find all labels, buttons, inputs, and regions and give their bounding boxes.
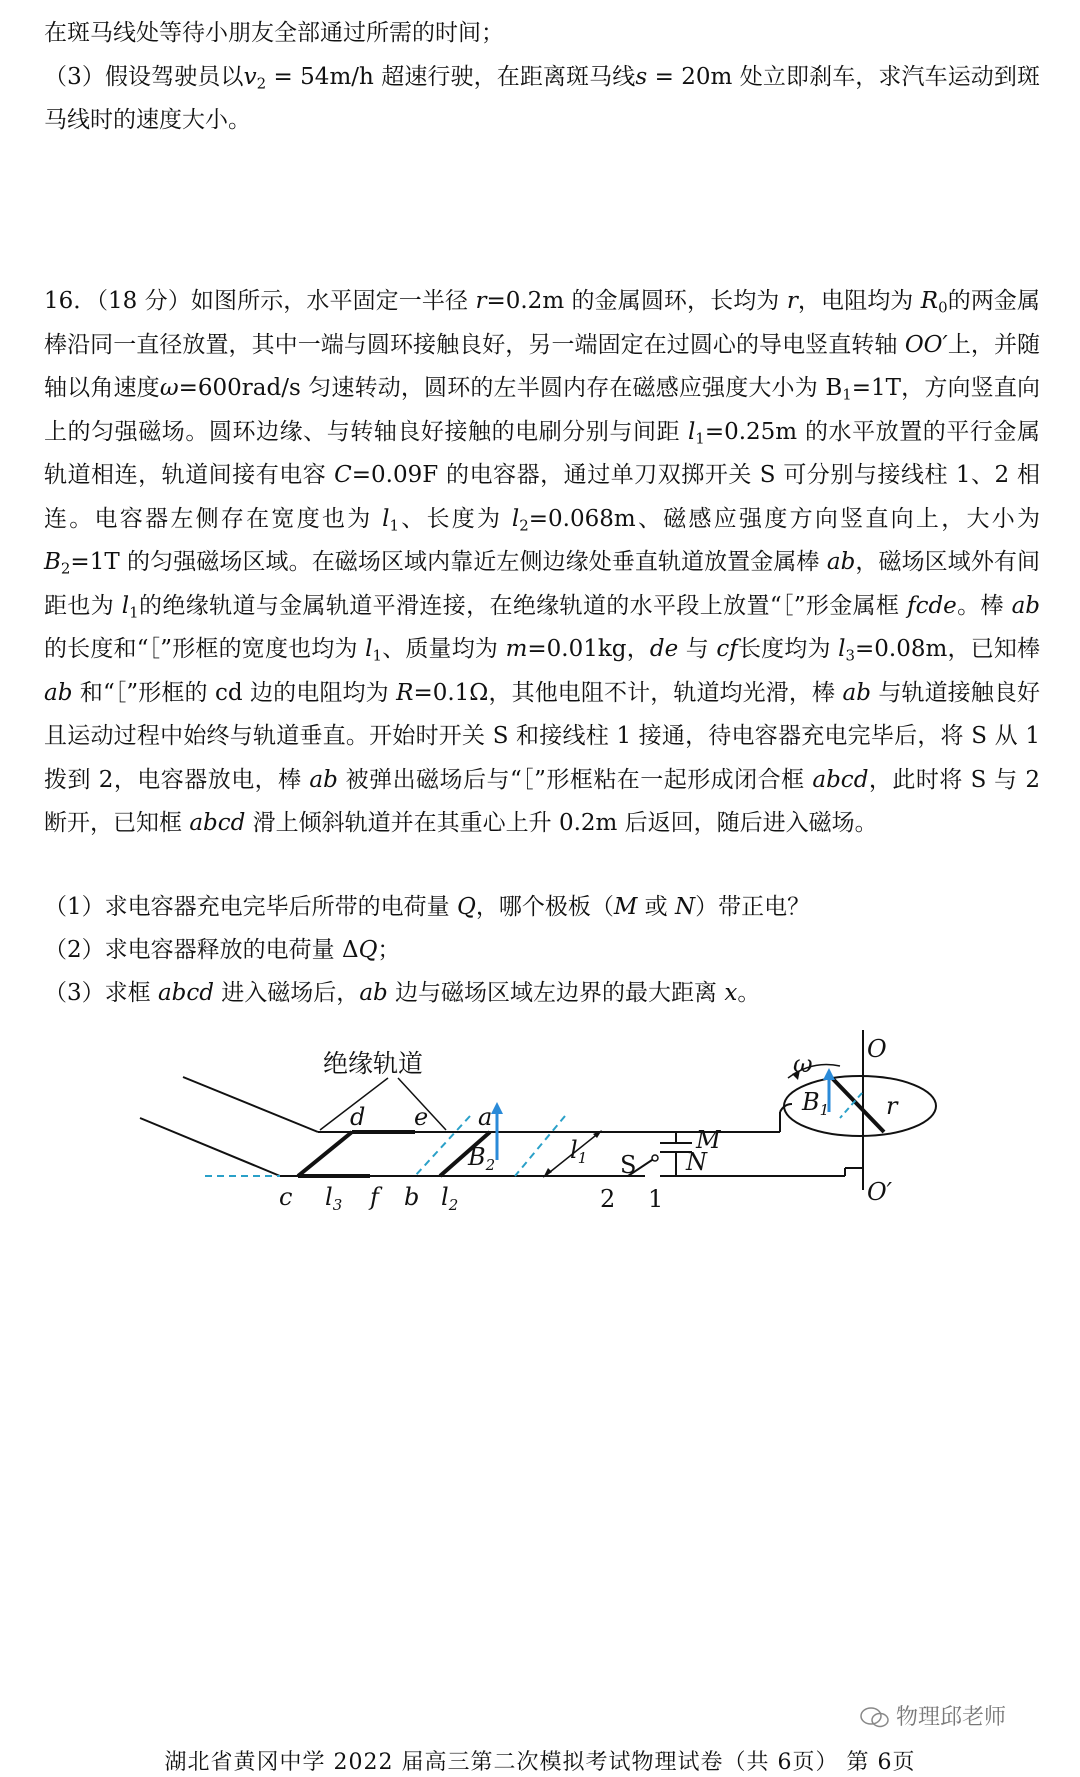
previous-question-tail: 在斑马线处等待小朋友全部通过所需的时间； （3）假设驾驶员以$v_2 = 54m/h$ 超速行驶，在距离斑马线s = 20m 处立即刹车，求汽车运动到斑马线时的速度大小。 — [44, 20, 1041, 133]
upper-wire — [780, 1104, 792, 1112]
label-N: N — [686, 1148, 707, 1176]
label-f: f — [370, 1183, 379, 1211]
question-2: （2）求电容器释放的电荷量 ΔQ； — [44, 937, 401, 963]
watermark: 物理邱老师 — [860, 1700, 1006, 1731]
label-e: e — [414, 1103, 429, 1131]
question-1: （1）求电容器充电完毕后所带的电荷量 Q，哪个极板（M 或 N）带正电？ — [44, 894, 811, 920]
problem-16-statement: 16．（18 分）如图所示，水平固定一半径 r=0.2m 的金属圆环，长均为 r，电阻均为 $R_0$的两金属棒沿同一直径放置，其中一端与圆环接触良好，另一端固定在过圆心的导电竖直转轴 OO′上，并随轴以角速度ω=600rad/s 匀速转动，圆环的左半圆内存在磁感应强度大小为 $B_1=1T$，方向竖直向上的匀强磁场。圆环边缘、与转轴良好接触的电刷分别与间距 $l_1=0.25m$ 的水平放置的平行金属轨道相连，轨道间接有电容 C=0.09F 的电容器，通过单刀双掷开关 S 可分别与接线柱 1、2 相连。电容器左侧存在宽度也为 $l_1$、长度为 $l_2=0.068m$、磁感应强度方向竖直向上，大小为 $B_2=1T$ 的匀强磁场区域。在磁场区域内靠近左侧边缘处垂直轨道放置金属棒 ab，磁场区域外有间距也为 $l_1$的绝缘轨道与金属轨道平滑连接，在绝缘轨道的水平段上放置“［”形金属框 fcde。棒 ab的长度和“［”形框的宽度也均为 $l_1$、质量均为 m=0.01kg，de 与 cf长度均为 $l_3=0.08m$，已知棒 ab 和“［”形框的 cd 边的电阻均为 R=0.1Ω，其他电阻不计，轨道均光滑，棒 ab 与轨道接触良好且运动过程中始终与轨道垂直。开始时开关 S 和接线柱 1 接通，待电容器充电完毕后，将 S 从 1 拨到 2，电容器放电，棒 ab 被弹出磁场后与“［”形框粘在一起形成闭合框 abcd，此时将 S 与 2 断开，已知框 abcd 滑上倾斜轨道并在其重心上升 0.2m 后返回，随后进入磁场。 — [44, 288, 1041, 836]
label-b: b — [404, 1183, 420, 1211]
label-r: r — [886, 1092, 898, 1120]
label-1: 1 — [648, 1185, 664, 1213]
label-O: O — [867, 1035, 887, 1063]
label-B1: $B_1$ — [802, 1088, 830, 1119]
label-l3: $l_3$ — [325, 1183, 343, 1214]
insulated-track-label: 绝缘轨道 — [323, 1049, 424, 1078]
label-2: 2 — [600, 1185, 616, 1213]
lower-incline-rail — [140, 1118, 280, 1176]
apparatus-diagram — [0, 1030, 1080, 1250]
label-l1: $l_1$ — [570, 1136, 588, 1167]
label-omega: ω — [793, 1050, 813, 1078]
label-O-prime: O′ — [867, 1178, 893, 1206]
label-S: S — [620, 1151, 637, 1179]
label-B2: $B_2$ — [468, 1143, 496, 1174]
label-d: d — [350, 1103, 366, 1131]
question-3: （3）求框 abcd 进入磁场后，ab 边与磁场区域左边界的最大距离 x。 — [44, 980, 761, 1006]
upper-incline-rail — [183, 1077, 318, 1132]
page-footer: 湖北省黄冈中学 2022 届高三第二次模拟考试物理试卷（共 6页） 第 6页 — [164, 1750, 916, 1775]
field-right-boundary — [515, 1116, 565, 1176]
rotating-rod — [832, 1078, 884, 1132]
label-l2: $l_2$ — [441, 1183, 459, 1214]
bracket-frame — [298, 1132, 415, 1176]
wechat-icon — [860, 1706, 890, 1728]
label-a: a — [478, 1103, 493, 1131]
label-c: c — [279, 1183, 293, 1211]
label-M: M — [696, 1126, 721, 1154]
